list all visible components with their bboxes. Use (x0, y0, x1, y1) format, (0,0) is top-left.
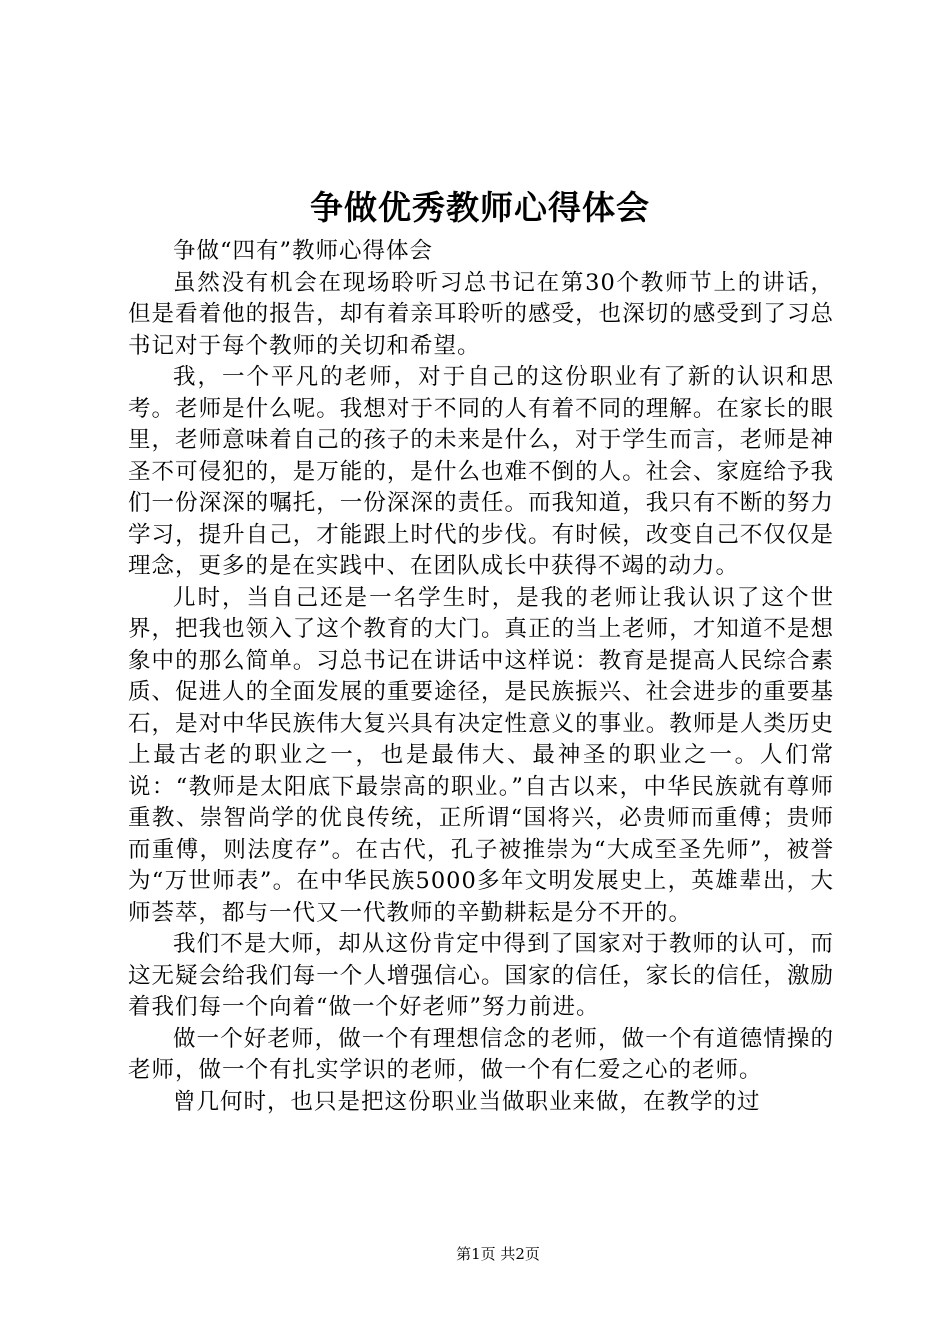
page-footer (0, 1244, 950, 1264)
page-total: 共2页 (500, 1245, 540, 1263)
paragraph: 做一个好老师，做一个有理想信念的老师，做一个有道德情操的老师，做一个有扎实学识的老师，做一个有仁爱之心的老师。 (128, 1025, 834, 1083)
document-title: 争做优秀教师心得体会 (310, 188, 650, 227)
document-body (128, 236, 834, 1118)
paragraph: 儿时，当自己还是一名学生时，是我的老师让我认识了这个世界，把我也领入了这个教育的大门。真正的当上老师，才知道不是想象中的那么简单。习总书记在讲话中这样说：教育是提高人民综合素质、促进人的全面发展的重要途径，是民族振兴、社会进步的重要基石，是对中华民族伟大复兴具有决定性意义的事业。教师是人类历史上最古老的职业之一，也是最伟大、最神圣的职业之一。人们常说：“教师是太阳底下最崇高的职业。”自古以来，中华民族就有尊师重教、崇智尚学的优良传统，正所谓“国将兴，必贵师而重傅；贵师而重傅，则法度存”。在古代，孔子被推崇为“大成至圣先师”，被誉为“万世师表”。在中华民族5000多年文明发展史上，英雄辈出，大师荟萃，都与一代又一代教师的辛勤耕耘是分不开的。 (128, 584, 834, 926)
paragraph-subtitle: 争做“四有”教师心得体会 (173, 238, 434, 264)
paragraph: 我，一个平凡的老师，对于自己的这份职业有了新的认识和思考。老师是什么呢。我想对于不同的人有着不同的理解。在家长的眼里，老师意味着自己的孩子的未来是什么，对于学生而言，老师是神圣不可侵犯的，是万能的，是什么也难不倒的人。社会、家庭给予我们一份深深的嘱托，一份深深的责任。而我知道，我只有不断的努力学习，提升自己，才能跟上时代的步伐。有时候，改变自己不仅仅是理念，更多的是在实践中、在团队成长中获得不竭的动力。 (128, 364, 834, 579)
paragraph: 我们不是大师，却从这份肯定中得到了国家对于教师的认可，而这无疑会给我们每一个人增强信心。国家的信任，家长的信任，激励着我们每一个向着“做一个好老师”努力前进。 (128, 931, 834, 1020)
paragraph: 虽然没有机会在现场聆听习总书记在第30个教师节上的讲话，但是看着他的报告，却有着亲耳聆听的感受，也深切的感受到了习总书记对于每个教师的关切和希望。 (128, 269, 834, 359)
paragraph: 曾几何时，也只是把这份职业当做职业来做，在教学的过 (173, 1088, 761, 1115)
page-number: 第1页 (456, 1245, 496, 1263)
